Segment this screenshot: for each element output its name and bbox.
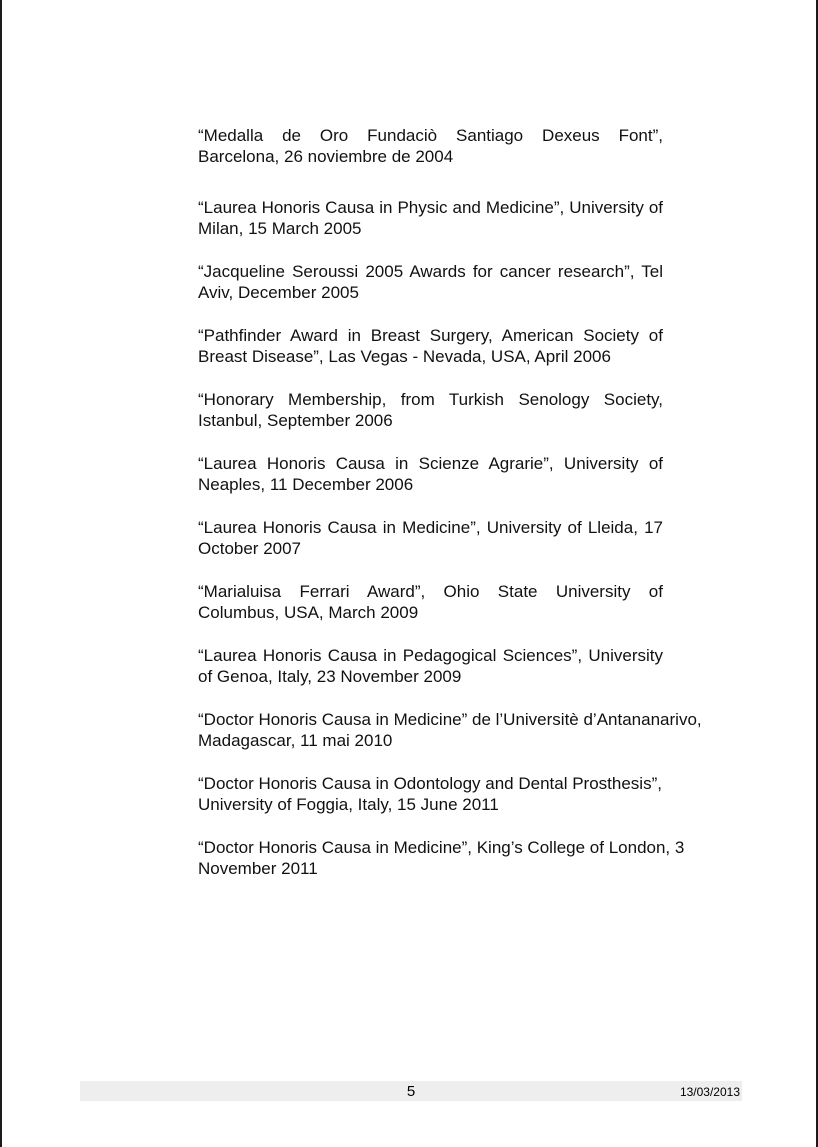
award-item: “Doctor Honoris Causa in Medicine”, King’s College of London, 3 November 2011: [198, 838, 685, 878]
footer-date: 13/03/2013: [679, 1085, 740, 1099]
award-item: “Laurea Honoris Causa in Medicine”, University of Lleida, 17 October 2007: [198, 518, 663, 558]
award-item: “Laurea Honoris Causa in Physic and Medicine”, University of Milan, 15 March 2005: [198, 198, 663, 238]
award-item: “Doctor Honoris Causa in Odontology and Dental Prosthesis”, University of Foggia, Italy, 15 June 2011: [198, 774, 662, 814]
award-item: “Honorary Membership, from Turkish Senology Society, Istanbul, September 2006: [198, 390, 663, 430]
page-number: 5: [406, 1083, 416, 1100]
award-item: “Laurea Honoris Causa in Scienze Agrarie”, University of Neaples, 11 December 2006: [198, 454, 663, 494]
award-item: “Jacqueline Seroussi 2005 Awards for cancer research”, Tel Aviv, December 2005: [198, 262, 663, 302]
page-footer: [80, 1081, 742, 1101]
award-item: “Pathfinder Award in Breast Surgery, American Society of Breast Disease”, Las Vegas - Nevada, USA, April 2006: [198, 326, 663, 366]
award-item: “Doctor Honoris Causa in Medicine” de l’Universitè d’Antananarivo, Madagascar, 11 mai 2010: [198, 710, 702, 750]
award-item: “Marialuisa Ferrari Award”, Ohio State University of Columbus, USA, March 2009: [198, 582, 663, 622]
award-item: “Medalla de Oro Fundaciò Santiago Dexeus Font”, Barcelona, 26 noviembre de 2004: [198, 126, 663, 166]
award-item: “Laurea Honoris Causa in Pedagogical Sciences”, University of Genoa, Italy, 23 November 2009: [198, 646, 663, 686]
